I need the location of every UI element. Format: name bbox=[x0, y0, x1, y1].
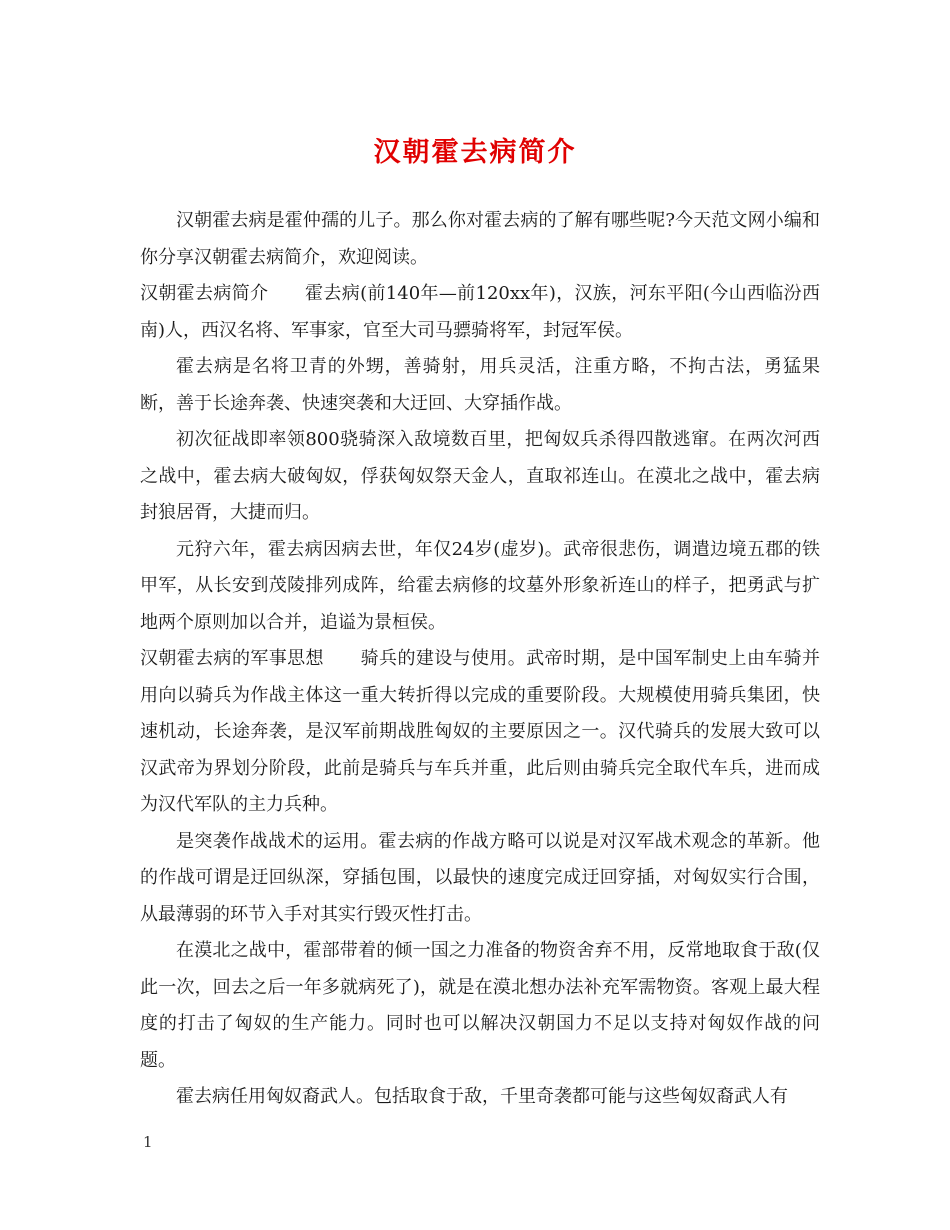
page-number: 1 bbox=[143, 1133, 153, 1151]
paragraph: 汉朝霍去病简介 霍去病(前140年—前120xx年)，汉族，河东平阳(今山西临汾西南)人，西汉名将、军事家，官至大司马骠骑将军，封冠军侯。 bbox=[140, 283, 820, 341]
paragraph: 是突袭作战战术的运用。霍去病的作战方略可以说是对汉军战术观念的革新。他的作战可谓是迂回纵深，穿插包围，以最快的速度完成迂回穿插，对匈奴实行合围，从最薄弱的环节入手对其实行毁灭性打击。 bbox=[140, 830, 820, 925]
document-title: 汉朝霍去病简介 bbox=[373, 137, 577, 168]
document-body bbox=[140, 203, 820, 1116]
paragraph: 汉朝霍去病是霍仲孺的儿子。那么你对霍去病的了解有哪些呢?今天范文网小编和你分享汉朝霍去病简介，欢迎阅读。 bbox=[140, 210, 820, 268]
paragraph: 初次征战即率领800骁骑深入敌境数百里，把匈奴兵杀得四散逃窜。在两次河西之战中，霍去病大破匈奴，俘获匈奴祭天金人，直取祁连山。在漠北之战中，霍去病封狼居胥，大捷而归。 bbox=[140, 429, 820, 523]
paragraph: 元狩六年，霍去病因病去世，年仅24岁(虚岁)。武帝很悲伤，调遣边境五郡的铁甲军，从长安到茂陵排列成阵，给霍去病修的坟墓外形象祈连山的样子，把勇武与扩地两个原则加以合并，追谥为景桓侯。 bbox=[140, 538, 820, 633]
paragraph: 霍去病任用匈奴裔武人。包括取食于敌，千里奇袭都可能与这些匈奴裔武人有 bbox=[176, 1086, 788, 1107]
paragraph: 霍去病是名将卫青的外甥，善骑射，用兵灵活，注重方略，不拘古法，勇猛果断，善于长途奔袭、快速突袭和大迂回、大穿插作战。 bbox=[140, 356, 820, 414]
paragraph: 在漠北之战中，霍部带着的倾一国之力准备的物资舍弃不用，反常地取食于敌(仅此一次，回去之后一年多就病死了)，就是在漠北想办法补充军需物资。客观上最大程度的打击了匈奴的生产能力。同时也可以解决汉朝国力不足以支持对匈奴作战的问题。 bbox=[140, 940, 820, 1071]
paragraph: 汉朝霍去病的军事思想 骑兵的建设与使用。武帝时期，是中国军制史上由车骑并用向以骑兵为作战主体这一重大转折得以完成的重要阶段。大规模使用骑兵集团，快速机动，长途奔袭，是汉军前期战胜匈奴的主要原因之一。汉代骑兵的发展大致可以汉武帝为界划分阶段，此前是骑兵与车兵并重，此后则由骑兵完全取代车兵，进而成为汉代军队的主力兵种。 bbox=[140, 648, 820, 815]
